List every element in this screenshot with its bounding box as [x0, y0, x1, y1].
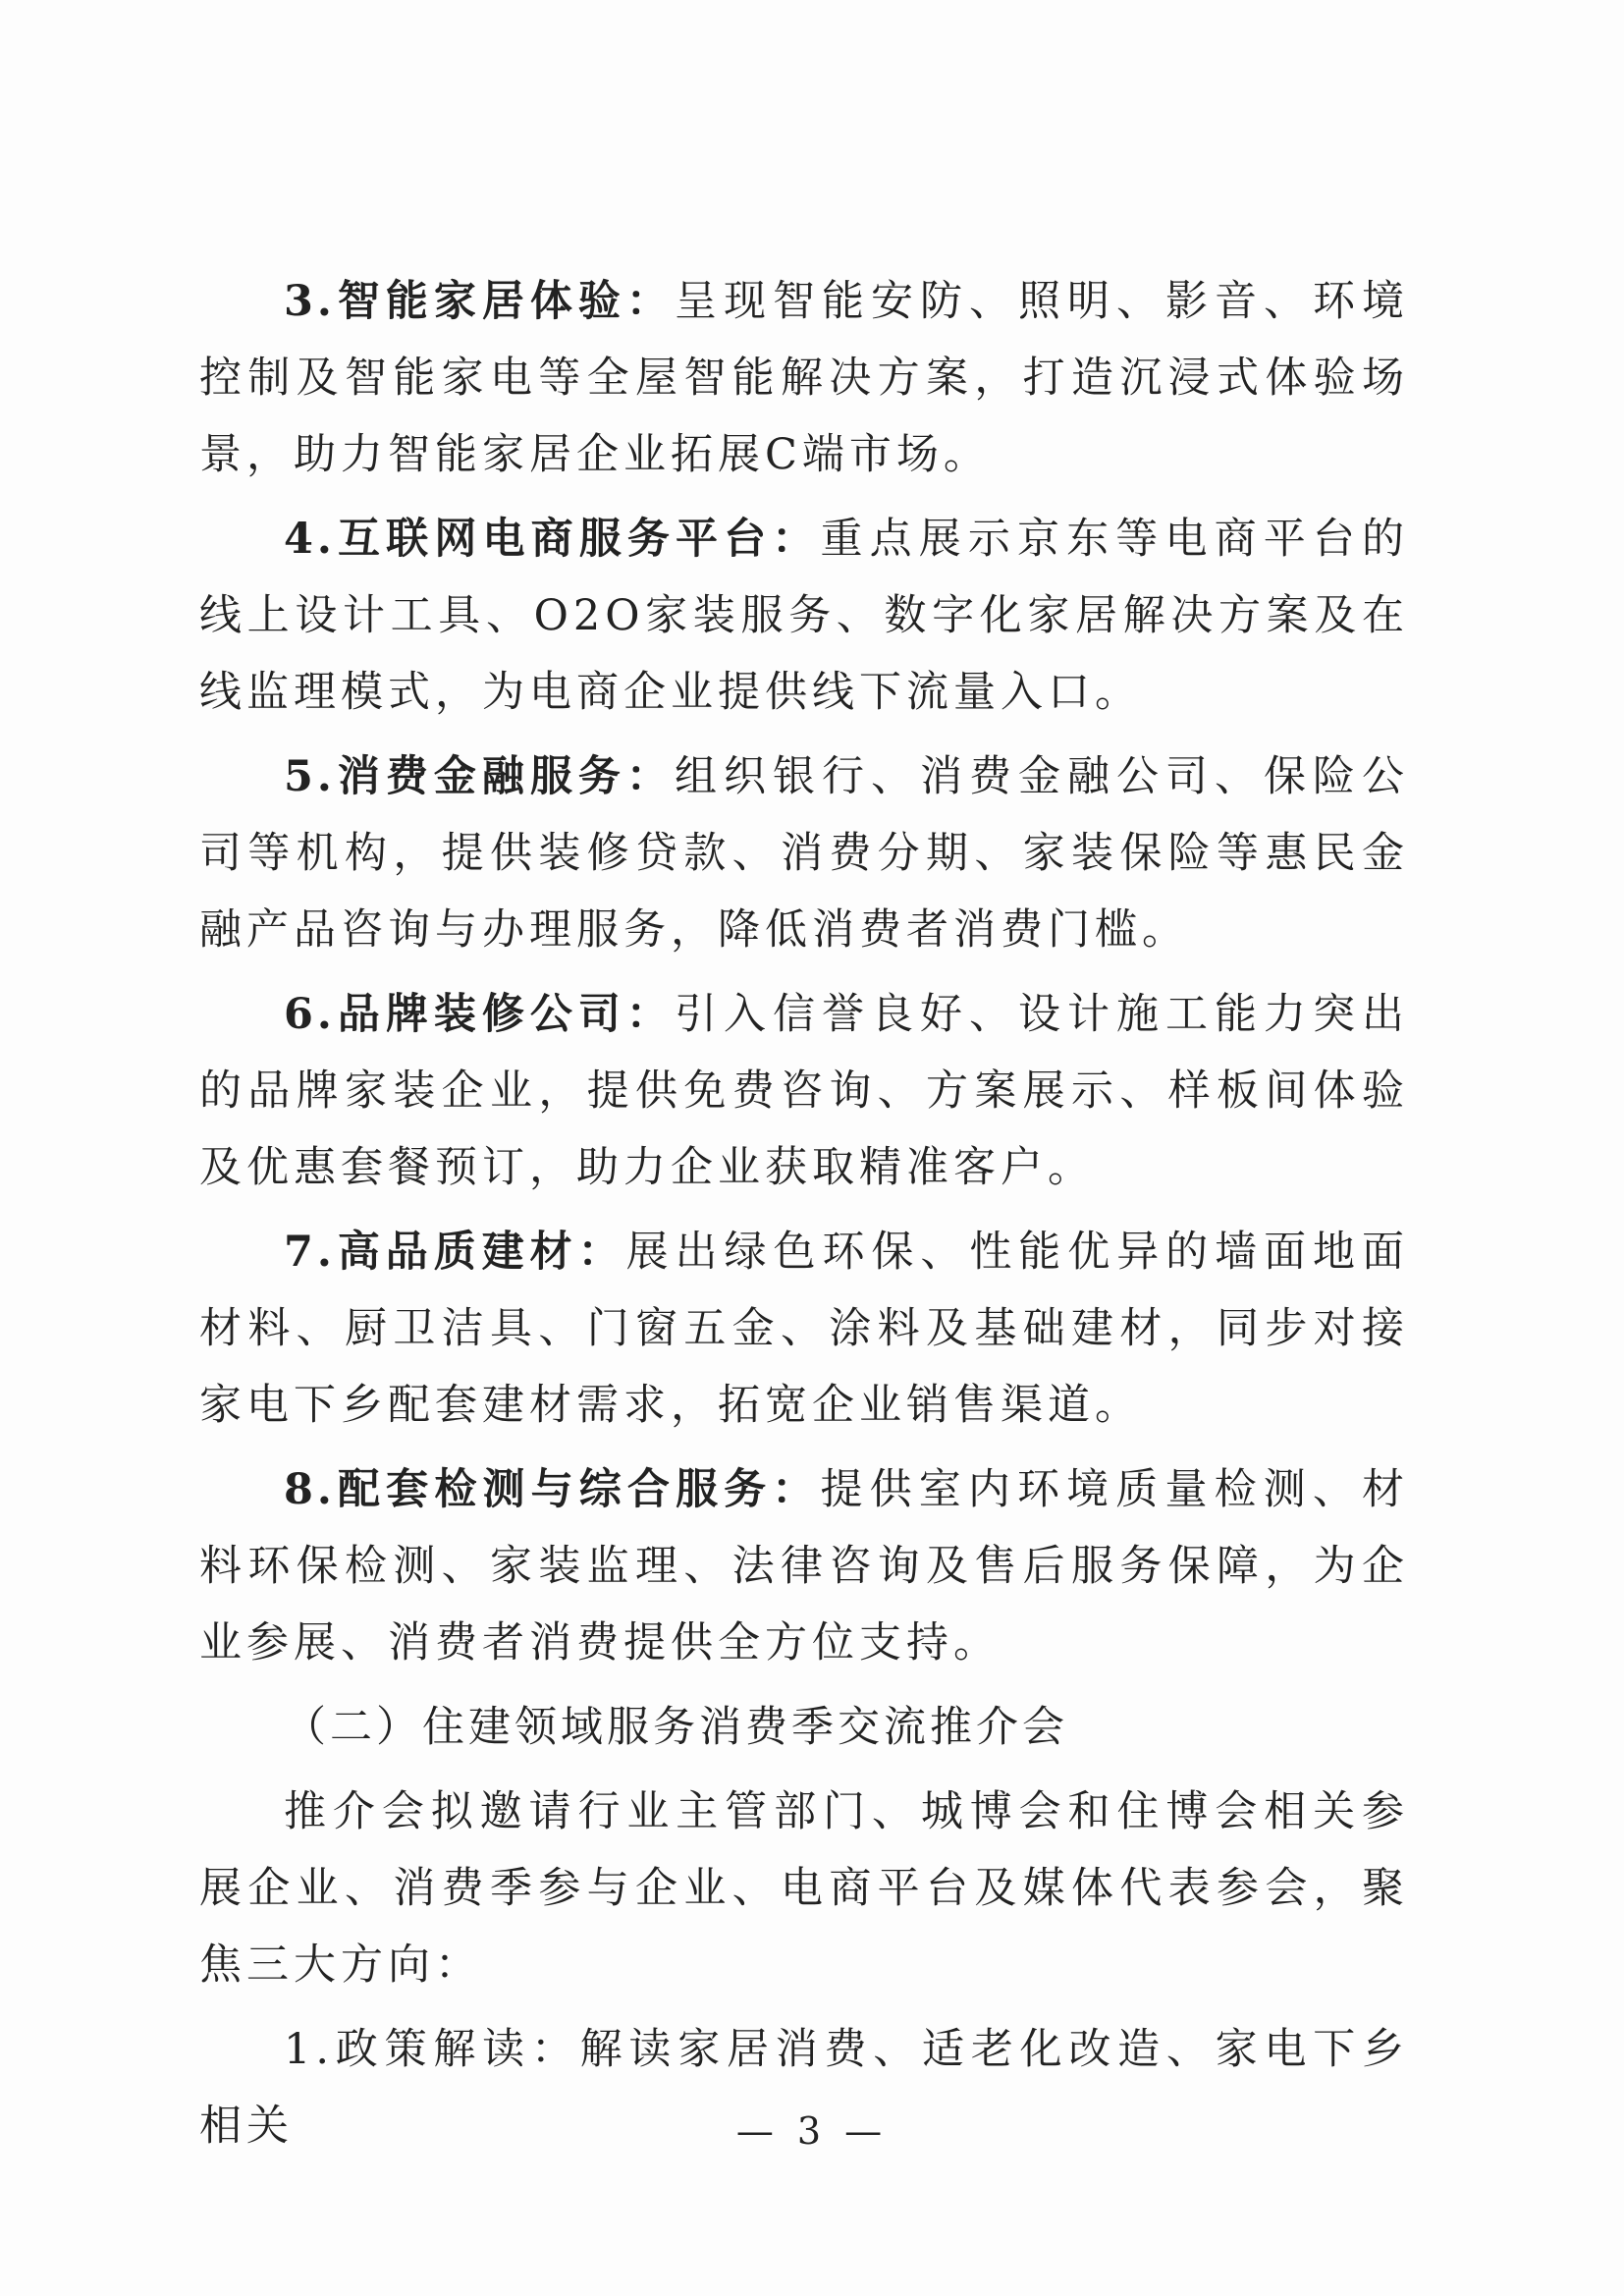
page-number: — 3 —: [735, 2109, 889, 2153]
item-testing-services: [199, 1451, 1409, 1681]
document-body: [199, 263, 1409, 2172]
item-heading: 3.智能家居体验：: [284, 277, 675, 326]
item-text: 重点展示京东等电商平台的线上设计工具、O2O家装服务、数字化家居解决方案及在线监理模式，为电商企业提供线下流量入口。: [199, 515, 1410, 717]
item-text: 展出绿色环保、性能优异的墙面地面材料、厨卫洁具、门窗五金、涂料及基础建材，同步对接家电下乡配套建材需求，拓宽企业销售渠道。: [199, 1228, 1410, 1430]
item-heading: 6.品牌装修公司：: [284, 990, 675, 1039]
item-building-materials: [199, 1214, 1409, 1444]
intro-paragraph: 推介会拟邀请行业主管部门、城博会和住博会相关参展企业、消费季参与企业、电商平台及媒体代表参会，聚焦三大方向：: [199, 1787, 1409, 1990]
item-heading: 7.高品质建材：: [284, 1228, 626, 1277]
item-heading: 8.配套检测与综合服务：: [284, 1465, 821, 1514]
item-text: 呈现智能安防、照明、影音、环境控制及智能家电等全屋智能解决方案，打造沉浸式体验场景，助力智能家居企业拓展C端市场。: [199, 277, 1410, 479]
item-brand-decoration: [199, 976, 1409, 1206]
item-consumer-finance: [199, 738, 1409, 968]
policy-paragraph: 1.政策解读：解读家居消费、适老化改造、家电下乡相关: [199, 2025, 1409, 2151]
section-heading: （二）住建领域服务消费季交流推介会: [284, 1703, 1068, 1752]
item-ecommerce-platform: [199, 501, 1409, 731]
item-text: 组织银行、消费金融公司、保险公司等机构，提供装修贷款、消费分期、家装保险等惠民金融产品咨询与办理服务，降低消费者消费门槛。: [199, 752, 1410, 955]
item-text: 引入信誉良好、设计施工能力突出的品牌家装企业，提供免费咨询、方案展示、样板间体验及优惠套餐预订，助力企业获取精准客户。: [199, 990, 1410, 1192]
item-smart-home: [199, 263, 1409, 493]
item-heading: 5.消费金融服务：: [284, 752, 675, 801]
item-heading: 4.互联网电商服务平台：: [284, 515, 821, 564]
item-text: 提供室内环境质量检测、材料环保检测、家装监理、法律咨询及售后服务保障，为企业参展、消费者消费提供全方位支持。: [199, 1465, 1410, 1667]
